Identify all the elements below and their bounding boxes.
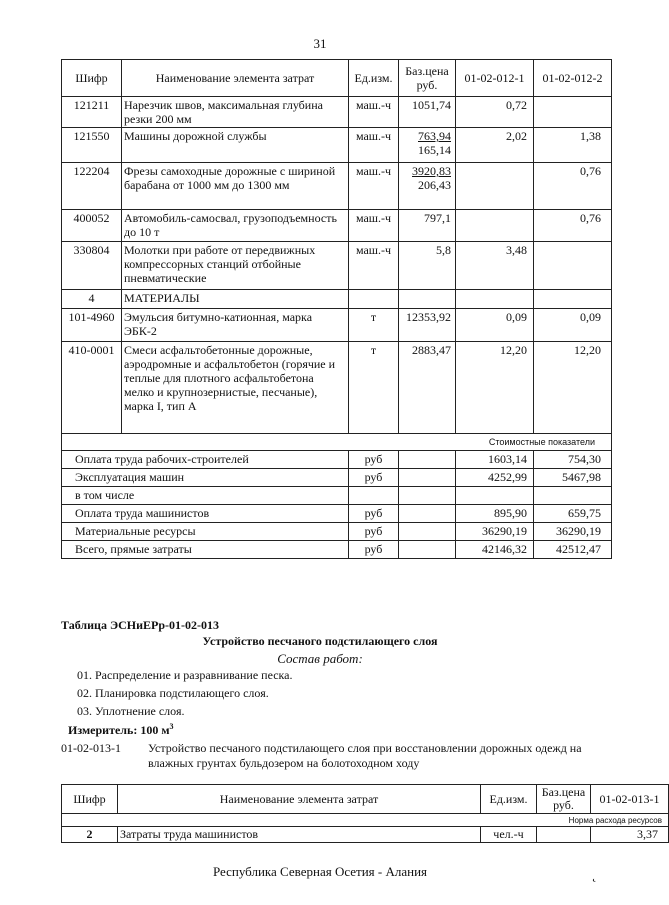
header-price: Баз.цена руб. [399, 60, 456, 97]
composition-item: 02. Планировка подстилающего слоя. [77, 686, 269, 700]
header-col1: 01-02-012-1 [456, 60, 534, 97]
composition-item: 03. Уплотнение слоя. [77, 704, 185, 718]
table-row [62, 128, 612, 163]
table-row [62, 342, 612, 434]
summary-label: Оплата труда машинистов [62, 505, 349, 523]
row-name: Нарезчик швов, максимальная глубина резки 200 мм [122, 97, 349, 128]
table-subtitle: Устройство песчаного подстилающего слоя [202, 634, 438, 648]
footer-region: Республика Северная Осетия - Алания [212, 864, 428, 879]
summary-row [62, 523, 612, 541]
table-header-row [62, 785, 669, 814]
row-value-1: 3,37 [591, 827, 669, 843]
row-unit: маш.-ч [349, 210, 399, 242]
summary-label: Эксплуатация машин [62, 469, 349, 487]
row-unit: маш.-ч [349, 163, 399, 210]
corner-mark: ˛ [592, 868, 597, 883]
summary-value-1: 1603,14 [456, 451, 534, 469]
table-row [62, 210, 612, 242]
row-value-2: 12,20 [534, 342, 612, 434]
header-name: Наименование элемента затрат [122, 60, 349, 97]
summary-value-1: 4252,99 [456, 469, 534, 487]
row-value-1 [456, 210, 534, 242]
table-row [62, 309, 612, 342]
header-code: Шифр [62, 785, 118, 814]
row-value-1: 0,09 [456, 309, 534, 342]
row-name: Затраты труда машинистов [118, 827, 481, 843]
summary-row [62, 487, 612, 505]
summary-value-1: 895,90 [456, 505, 534, 523]
summary-unit: руб [349, 451, 399, 469]
row-unit: т [349, 309, 399, 342]
header-unit: Ед.изм. [481, 785, 537, 814]
row-value-2: 0,09 [534, 309, 612, 342]
row-name: Фрезы самоходные дорожные с шириной барабана от 1000 мм до 1300 мм [122, 163, 349, 210]
row-name: Смеси асфальтобетонные дорожные, аэродромные и асфальтобетон (горячие и теплые для плотного асфальтобетона мелко и крупнозернистые, песчаные), марка I, тип А [122, 342, 349, 434]
row-code: 2 [62, 827, 118, 843]
price-underlined: 763,94 [418, 129, 451, 143]
row-name: Эмульсия битумно-катионная, марка ЭБК-2 [122, 309, 349, 342]
row-price: 12353,92 [399, 309, 456, 342]
row-code: 121211 [62, 97, 122, 128]
summary-value-2: 42512,47 [534, 541, 612, 559]
table-row [62, 97, 612, 128]
summary-value-2: 36290,19 [534, 523, 612, 541]
row-value-1: 2,02 [456, 128, 534, 163]
header-code: Шифр [62, 60, 122, 97]
row-price: 5,8 [399, 242, 456, 290]
summary-row [62, 541, 612, 559]
resources-table-01-02-012 [61, 59, 612, 559]
header-unit: Ед.изм. [349, 60, 399, 97]
row-price: 1051,74 [399, 97, 456, 128]
header-col1: 01-02-013-1 [591, 785, 669, 814]
summary-unit: руб [349, 505, 399, 523]
row-value-2: 0,76 [534, 210, 612, 242]
row-code: 400052 [62, 210, 122, 242]
row-unit: чел.-ч [481, 827, 537, 843]
row-value-2 [534, 242, 612, 290]
measure-unit: Измеритель: 100 $м^3$ [68, 722, 174, 737]
norm-label: Норма расхода ресурсов [62, 814, 669, 827]
section-row-materials [62, 290, 612, 309]
row-unit: маш.-ч [349, 97, 399, 128]
resources-table-01-02-013 [61, 784, 669, 843]
summary-value-2: 659,75 [534, 505, 612, 523]
norm-code: 01-02-013-1 [61, 741, 121, 755]
row-code: 330804 [62, 242, 122, 290]
table-row [62, 242, 612, 290]
row-value-1: 0,72 [456, 97, 534, 128]
price-underlined: 3920,83 [412, 164, 451, 178]
summary-unit: руб [349, 541, 399, 559]
row-value-2: 0,76 [534, 163, 612, 210]
row-price: 797,1 [399, 210, 456, 242]
row-price [537, 827, 591, 843]
row-price [399, 128, 456, 163]
summary-label: Материальные ресурсы [62, 523, 349, 541]
summary-value-2: 754,30 [534, 451, 612, 469]
summary-row [62, 469, 612, 487]
summary-row [62, 451, 612, 469]
section-number: 4 [62, 290, 122, 309]
row-name: Молотки при работе от передвижных компрессорных станций отбойные пневматические [122, 242, 349, 290]
composition-item: 01. Распределение и разравнивание песка. [77, 668, 293, 682]
table-row [62, 827, 669, 843]
cost-indicators-row [62, 434, 612, 451]
row-code: 121550 [62, 128, 122, 163]
row-name: Машины дорожной службы [122, 128, 349, 163]
summary-unit: руб [349, 469, 399, 487]
header-price: Баз.цена руб. [537, 785, 591, 814]
cost-indicators-label: Стоимостные показатели [62, 434, 612, 451]
summary-label: в том числе [62, 487, 349, 505]
summary-unit: руб [349, 523, 399, 541]
summary-row [62, 505, 612, 523]
summary-label: Всего, прямые затраты [62, 541, 349, 559]
summary-label: Оплата труда рабочих-строителей [62, 451, 349, 469]
table-title: Таблица ЭСНиЕРр-01-02-013 [61, 618, 220, 632]
summary-value-2: 5467,98 [534, 469, 612, 487]
summary-value-1: 42146,32 [456, 541, 534, 559]
price-second: 206,43 [418, 178, 451, 192]
row-value-2: 1,38 [534, 128, 612, 163]
page-number: 31 [313, 36, 327, 51]
row-value-2 [534, 97, 612, 128]
row-value-1: 12,20 [456, 342, 534, 434]
price-second: 165,14 [418, 143, 451, 157]
row-code: 410-0001 [62, 342, 122, 434]
composition-title: Состав работ: [277, 651, 363, 666]
summary-value-1: 36290,19 [456, 523, 534, 541]
row-unit: т [349, 342, 399, 434]
row-unit: маш.-ч [349, 128, 399, 163]
row-price [399, 163, 456, 210]
row-unit: маш.-ч [349, 242, 399, 290]
row-value-1 [456, 163, 534, 210]
row-name: Автомобиль-самосвал, грузоподъемность до 10 т [122, 210, 349, 242]
norm-label-row [62, 814, 669, 827]
row-code: 122204 [62, 163, 122, 210]
row-code: 101-4960 [62, 309, 122, 342]
header-name: Наименование элемента затрат [118, 785, 481, 814]
table-header-row [62, 60, 612, 97]
norm-description: Устройство песчаного подстилающего слоя при восстановлении дорожных одежд на влажных грунтах бульдозером на болотоходном ходу [148, 741, 582, 770]
row-value-1: 3,48 [456, 242, 534, 290]
row-price: 2883,47 [399, 342, 456, 434]
header-col2: 01-02-012-2 [534, 60, 612, 97]
section-title: МАТЕРИАЛЫ [122, 290, 349, 309]
table-row [62, 163, 612, 210]
